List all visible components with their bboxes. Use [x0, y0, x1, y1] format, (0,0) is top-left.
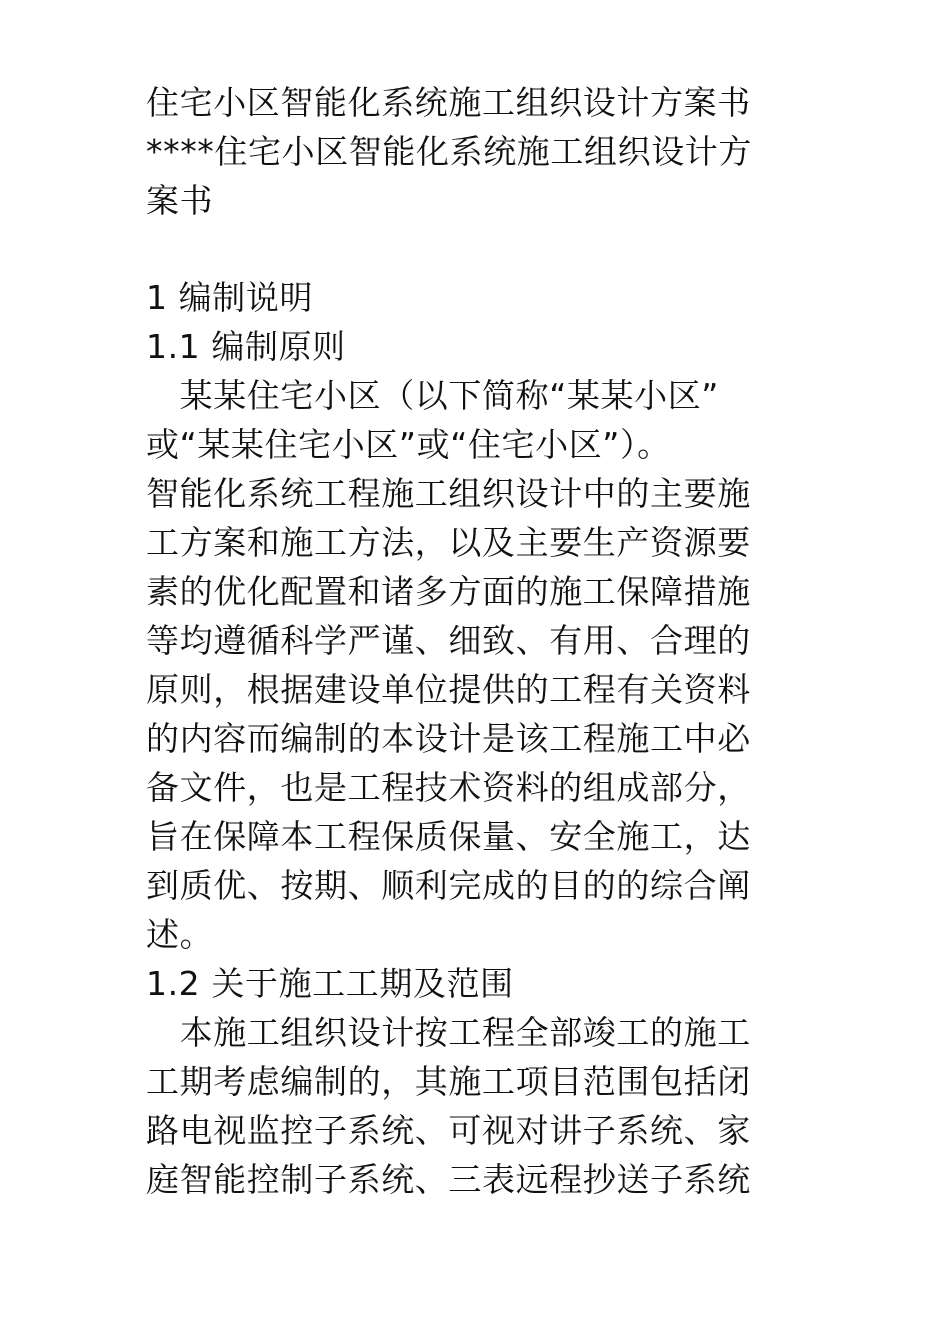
body-line: 旨在保障本工程保质保量、安全施工，达: [146, 817, 751, 856]
document-title-line-2: ****住宅小区智能化系统施工组织设计方: [146, 132, 752, 171]
body-line: 的内容而编制的本设计是该工程施工中必: [146, 719, 751, 758]
section-heading-1: 1 编制说明: [146, 278, 314, 317]
body-line: 素的优化配置和诸多方面的施工保障措施: [146, 572, 751, 611]
body-line: 备文件，也是工程技术资料的组成部分，: [146, 768, 751, 807]
body-line: 庭智能控制子系统、三表远程抄送子系统: [146, 1160, 751, 1199]
section-heading-1-2: 1.2 关于施工工期及范围: [146, 964, 514, 1003]
body-line: 述。: [146, 915, 214, 954]
body-line: 到质优、按期、顺利完成的目的的综合阐: [146, 866, 751, 905]
body-line: 某某住宅小区（以下简称“某某小区”: [146, 376, 719, 415]
body-line: 等均遵循科学严谨、细致、有用、合理的: [146, 621, 751, 660]
body-line: 工方案和施工方法，以及主要生产资源要: [146, 523, 751, 562]
section-heading-1-1: 1.1 编制原则: [146, 327, 346, 366]
body-line: 路电视监控子系统、可视对讲子系统、家: [146, 1111, 751, 1150]
body-line: 或“某某住宅小区”或“住宅小区”）。: [146, 425, 671, 464]
body-line: 智能化系统工程施工组织设计中的主要施: [146, 474, 751, 513]
body-line: 本施工组织设计按工程全部竣工的施工: [146, 1013, 751, 1052]
document-title-line-1: 住宅小区智能化系统施工组织设计方案书: [146, 83, 751, 122]
blank-line: [146, 225, 806, 273]
document-page: [146, 78, 806, 1204]
document-title-line-3: 案书: [146, 181, 214, 220]
body-line: 原则，根据建设单位提供的工程有关资料: [146, 670, 751, 709]
body-line: 工期考虑编制的，其施工项目范围包括闭: [146, 1062, 751, 1101]
